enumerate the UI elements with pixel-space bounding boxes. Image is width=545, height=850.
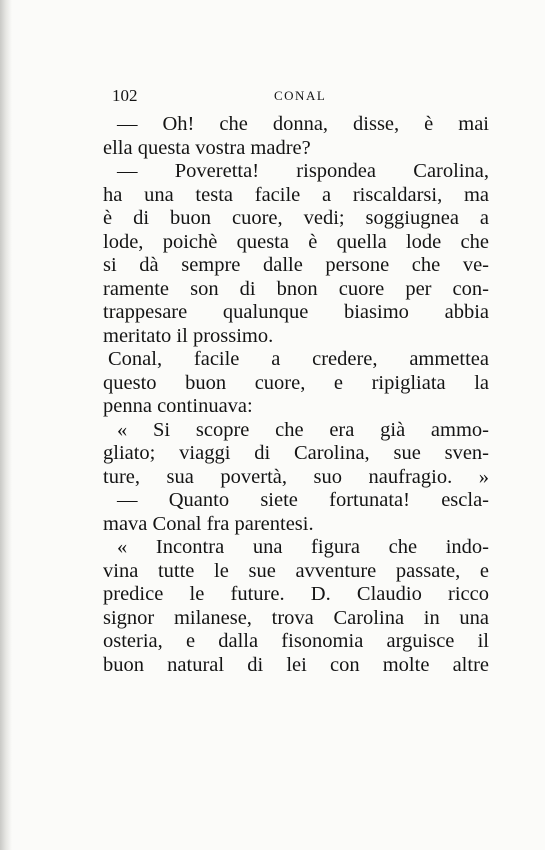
text-line: vina tutte le sue avventure passate, e	[103, 559, 489, 582]
text-line: — Poveretta! rispondea Carolina,	[117, 160, 489, 182]
text-line: trappesare qualunque biasimo abbia	[103, 301, 489, 323]
text-line: questo buon cuore, e ripigliata la	[103, 371, 489, 394]
text-line: gliato; viaggi di Carolina, sue sven-	[103, 442, 489, 464]
text-line: si dà sempre dalle persone che ve-	[103, 254, 489, 276]
text-line: Conal, facile a credere, ammettea	[108, 348, 489, 370]
running-title: CONAL	[274, 88, 327, 103]
text-line: — Quanto siete fortunata! escla-	[117, 489, 489, 511]
text-line: meritato il prossimo.	[103, 324, 274, 347]
text-line: « Si scopre che era già ammo-	[117, 418, 489, 441]
text-line: « Incontra una figura che indo-	[117, 536, 489, 558]
text-line: ramente son di bnon cuore per con-	[103, 277, 489, 300]
text-line: è di buon cuore, vedi; soggiugnea a	[103, 207, 489, 229]
text-line: osteria, e dalla fisonomia arguisce il	[103, 630, 489, 652]
text-line: ella questa vostra madre?	[103, 136, 311, 159]
text-line: ha una testa facile a riscaldarsi, ma	[103, 183, 489, 206]
text-line: — Oh! che donna, disse, è mai	[117, 113, 489, 135]
text-line: mava Conal fra parentesi.	[103, 512, 314, 535]
body-text	[103, 113, 489, 677]
page-number: 102	[112, 86, 138, 105]
page-binding-shadow	[0, 0, 12, 850]
text-line: buon natural di lei con molte altre	[103, 653, 489, 676]
text-line: ture, sua povertà, suo naufragio. »	[103, 465, 489, 488]
running-head	[112, 86, 486, 106]
text-line: predice le future. D. Claudio ricco	[103, 583, 489, 605]
text-line: lode, poichè questa è quella lode che	[103, 230, 489, 253]
text-line: penna continuava:	[103, 395, 253, 417]
text-line: signor milanese, trova Carolina in una	[103, 606, 489, 629]
